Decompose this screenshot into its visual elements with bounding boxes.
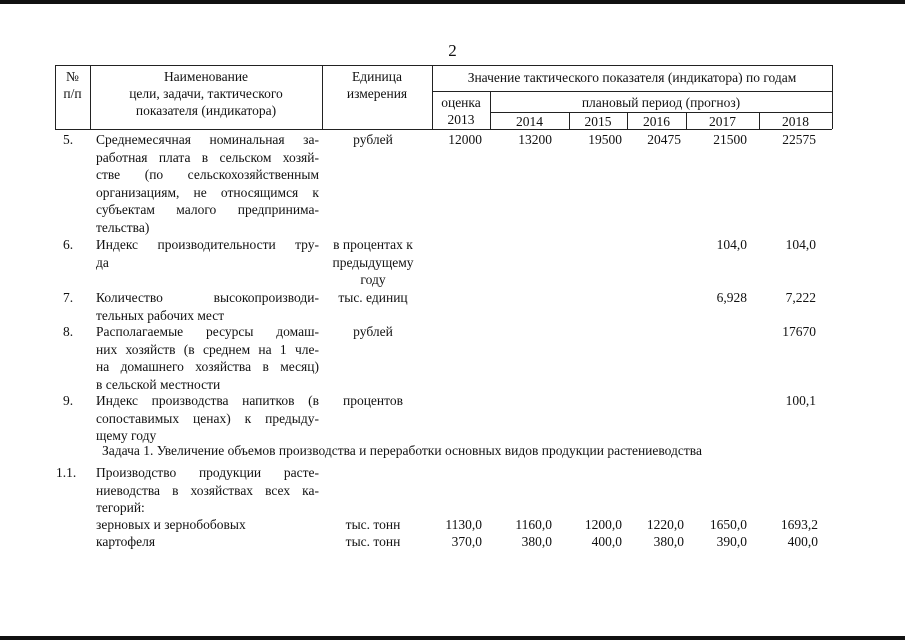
row-5-name-line: Среднемесячная номинальная за- bbox=[96, 132, 319, 147]
header-num-label: № bbox=[66, 69, 79, 84]
item-grain-unit: тыс. тонн bbox=[345, 517, 401, 532]
item-potato-value-2017: 390,0 bbox=[716, 534, 747, 549]
row-8-unit bbox=[322, 323, 424, 341]
row-7-unit bbox=[322, 289, 424, 307]
header-year-2017: 2017 bbox=[709, 114, 736, 129]
row-5-name bbox=[96, 131, 319, 236]
row-8-value-2018: 17670 bbox=[782, 324, 816, 339]
row-5-unit bbox=[322, 131, 424, 149]
subsection-num: 1.1. bbox=[56, 465, 77, 480]
row-7-value-2017: 6,928 bbox=[716, 290, 747, 305]
row-8-name-line: в сельской местности bbox=[96, 376, 221, 392]
row-8-name-line: на домашнего хозяйства в месяц) bbox=[96, 359, 319, 374]
header-name-line-2: цели, задачи, тактического bbox=[129, 86, 283, 101]
item-grain-value-2016: 1220,0 bbox=[646, 517, 684, 532]
row-7-name-line: Количество высокопроизводи- bbox=[96, 290, 319, 305]
item-potato-value-2013: 370,0 bbox=[451, 534, 482, 549]
subsection-name-line: ниеводства в хозяйствах всех ка- bbox=[96, 482, 319, 498]
header-num-label-2: п/п bbox=[63, 86, 82, 101]
item-grain-name: зерновых и зернобобовых bbox=[96, 517, 246, 532]
header-estimate-year: 2013 bbox=[447, 112, 475, 127]
item-grain-value-2014: 1160,0 bbox=[515, 517, 552, 532]
row-8-name-line: Располагаемые ресурсы домаш- bbox=[96, 324, 319, 339]
row-9-value-2018: 100,1 bbox=[785, 393, 816, 408]
row-9-num: 9. bbox=[63, 393, 74, 408]
row-9-name-line: Индекс производства напитков (в bbox=[96, 393, 319, 408]
row-7-unit-line: тыс. единиц bbox=[338, 290, 408, 305]
row-6-unit bbox=[322, 236, 424, 289]
row-5-value-2018: 22575 bbox=[782, 132, 816, 147]
item-potato-value-2014: 380,0 bbox=[521, 534, 552, 549]
subsection-name bbox=[96, 464, 319, 517]
row-6-unit-line: предыдущему bbox=[332, 254, 414, 270]
row-5-name-line: организациям, не относящимся к bbox=[96, 184, 319, 200]
row-5-value-2016: 20475 bbox=[647, 132, 681, 147]
item-potato-value-2015: 400,0 bbox=[591, 534, 622, 549]
table-top-line bbox=[55, 65, 832, 66]
row-8-num: 8. bbox=[63, 324, 74, 339]
header-year-2018: 2018 bbox=[782, 114, 809, 129]
row-9-name bbox=[96, 392, 319, 445]
header-unit-line-1: Единица bbox=[351, 69, 402, 84]
row-8-unit-line: рублей bbox=[353, 324, 393, 339]
row-8-name-line: них хозяйств (в среднем на 1 чле- bbox=[96, 341, 319, 357]
subsection-name-line: Производство продукции расте- bbox=[96, 465, 319, 480]
page-bottom-border bbox=[0, 636, 905, 640]
item-potato-value-2018: 400,0 bbox=[787, 534, 818, 549]
item-potato-value-2016: 380,0 bbox=[653, 534, 684, 549]
header-year-2016: 2016 bbox=[643, 114, 670, 129]
header-name-line-3: показателя (индикатора) bbox=[135, 103, 277, 118]
col-line-right bbox=[832, 65, 833, 129]
row-5-unit-line: рублей bbox=[353, 132, 393, 147]
row-8-name bbox=[96, 323, 319, 393]
item-grain-value-2017: 1650,0 bbox=[709, 517, 747, 532]
row-7-name-line: тельных рабочих мест bbox=[96, 307, 225, 323]
row-5-name-line: стве (по сельскохозяйственным bbox=[96, 167, 319, 182]
row-5-value-2017: 21500 bbox=[713, 132, 747, 147]
row-6-value-2018: 104,0 bbox=[785, 237, 816, 252]
row-5-name-line: работная плата в сельском хозяй- bbox=[96, 149, 319, 165]
row-6-name-line: Индекс производительности тру- bbox=[96, 237, 319, 252]
row-7-num: 7. bbox=[63, 290, 74, 305]
header-values-title: Значение тактического показателя (индикатора) по годам bbox=[467, 70, 797, 85]
page-number: 2 bbox=[448, 41, 457, 60]
row-5-value-2013: 12000 bbox=[448, 132, 482, 147]
item-grain-value-2013: 1130,0 bbox=[445, 517, 482, 532]
header-unit-line-2: измерения bbox=[346, 86, 408, 101]
header-plan-period: плановый период (прогноз) bbox=[581, 95, 741, 110]
page-top-border bbox=[0, 0, 905, 4]
header-year-2015: 2015 bbox=[584, 114, 612, 129]
row-7-value-2018: 7,222 bbox=[785, 290, 816, 305]
row-6-num: 6. bbox=[63, 237, 74, 252]
item-potato-name: картофеля bbox=[96, 534, 156, 549]
row-6-unit-line: году bbox=[360, 272, 386, 287]
row-7-name bbox=[96, 289, 319, 324]
row-9-name-line: сопоставимых ценах) к предыду- bbox=[96, 410, 319, 426]
subsection-name-line: тегорий: bbox=[96, 500, 145, 515]
row-9-name-line: щему году bbox=[96, 428, 157, 443]
header-estimate: оценка bbox=[441, 95, 481, 110]
header-values-divider bbox=[432, 91, 832, 92]
item-grain-value-2015: 1200,0 bbox=[584, 517, 622, 532]
row-5-value-2015: 19500 bbox=[588, 132, 622, 147]
task-heading: Задача 1. Увеличение объемов производства и переработки основных видов продукции растениеводства bbox=[102, 443, 702, 458]
header-year-2014: 2014 bbox=[516, 114, 543, 129]
row-6-value-2017: 104,0 bbox=[716, 237, 747, 252]
row-5-name-line: субъектам малого предпринима- bbox=[96, 202, 319, 217]
item-grain-value-2018: 1693,2 bbox=[780, 517, 818, 532]
row-5-num: 5. bbox=[63, 132, 74, 147]
row-5-name-line: тельства) bbox=[96, 219, 150, 235]
row-9-unit bbox=[322, 392, 424, 410]
header-name-line-1: Наименование bbox=[163, 69, 249, 84]
row-6-name bbox=[96, 236, 319, 271]
row-5-value-2014: 13200 bbox=[518, 132, 552, 147]
item-potato-unit: тыс. тонн bbox=[345, 534, 401, 549]
row-6-name-line: да bbox=[96, 254, 109, 270]
row-9-unit-line: процентов bbox=[342, 393, 403, 408]
row-6-unit-line: в процентах к bbox=[333, 237, 413, 252]
